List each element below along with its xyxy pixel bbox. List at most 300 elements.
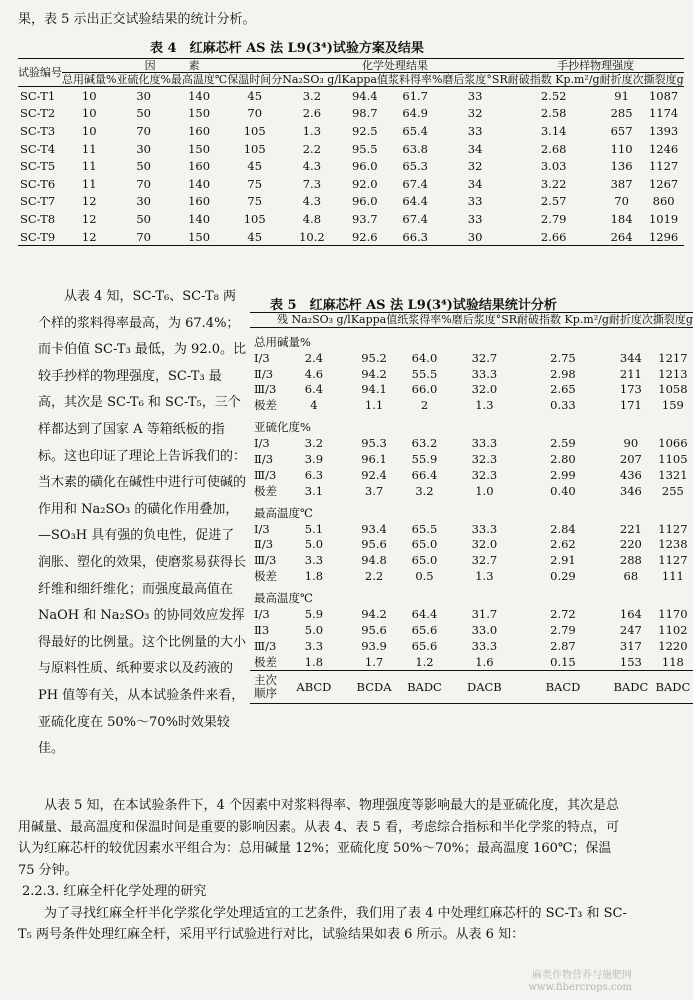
paragraph-3: 为了寻找红麻全杆半化学浆化学处理适宜的工艺条件，我们用了表 4 中处理红麻芯杆的 SC-T₃ 和 SC-T₅ 两号条件处理红麻全杆，采用平行试验进行对比，试验结果如表 6 所示。从表 6 知： <box>18 905 627 942</box>
t5-col-header: 耐破指数 Kp.m²/g <box>517 313 609 326</box>
t5-cell: 2 <box>420 398 429 413</box>
section-heading: 2.2.3. 红麻全杆化学处理的研究 <box>22 884 207 899</box>
top-line: 果，表 5 示出正交试验结果的统计分析。 <box>18 12 256 27</box>
t4-cell: 7.3 <box>302 176 322 191</box>
t4-cell: 2.52 <box>540 88 567 103</box>
t4-cell: 70 <box>136 123 151 138</box>
t4-cell: 1174 <box>648 106 679 121</box>
t5-cell: 1.3 <box>475 569 494 584</box>
t5-cell: 111 <box>661 569 684 584</box>
t4-cell: 160 <box>188 123 211 138</box>
t4-cell: 34 <box>467 176 483 191</box>
t4-cell: 10.2 <box>299 229 325 244</box>
t4-cell: 66.3 <box>402 229 428 244</box>
t4-cell: 92.6 <box>351 229 378 244</box>
t4-cell: 657 <box>610 123 633 138</box>
t5-cell: 255 <box>661 483 684 498</box>
t5-cell: 32.7 <box>471 350 498 365</box>
t4-cell: 1.3 <box>302 123 322 138</box>
t5-cell: 96.1 <box>361 452 387 467</box>
t4-cell: 70 <box>247 106 263 121</box>
t4-row-id: SC-T9 <box>20 229 56 244</box>
t5-cell: 1213 <box>658 366 688 381</box>
t5-level: Ⅲ/3 <box>254 467 277 482</box>
t4-cell: 2.6 <box>302 106 322 121</box>
table4 <box>18 58 684 246</box>
t5-cell: 164 <box>619 607 642 622</box>
t4-cell: 96.0 <box>351 159 378 174</box>
t4-col-header: 保温时间分 <box>227 73 283 86</box>
t4-row-id: SC-T3 <box>20 123 56 138</box>
t4-cell: 75 <box>247 176 263 191</box>
t5-cell: 65.6 <box>411 638 438 653</box>
t5-cell: 436 <box>619 467 642 482</box>
t5-cell: 95.2 <box>361 350 387 365</box>
t4-cell: 150 <box>188 106 211 121</box>
t4-cell: 30 <box>136 194 151 209</box>
t4-cell: 285 <box>610 106 633 121</box>
t4-cell: 30 <box>136 88 151 103</box>
t5-cell: 32.0 <box>471 537 498 552</box>
t5-cell: 2.98 <box>550 366 576 381</box>
t5-cell: 66.4 <box>411 467 438 482</box>
t4-cell: 150 <box>188 141 211 156</box>
t5-cell: 6.3 <box>304 467 324 482</box>
t5-cell: 5.0 <box>304 622 324 637</box>
t5-cell: 1127 <box>658 553 688 568</box>
t5-cell: 93.4 <box>361 521 387 536</box>
t4-cell: 95.5 <box>351 141 378 156</box>
t4-cell: 4.8 <box>302 211 322 226</box>
t5-cell: 90 <box>623 436 639 451</box>
t5-cell: 118 <box>661 654 684 669</box>
t4-cell: 1246 <box>648 141 679 156</box>
t4-cell: 65.3 <box>402 159 428 174</box>
t4-cell: 2.79 <box>540 211 567 226</box>
t5-cell: 2.87 <box>550 638 576 653</box>
t4-row-id: SC-T7 <box>20 194 56 209</box>
t5-level: Ⅱ3 <box>254 622 270 637</box>
t4-cell: 1087 <box>648 88 679 103</box>
t4-cell: 2.57 <box>540 194 567 209</box>
t5-cell: 173 <box>619 382 642 397</box>
t5-cell: 55.9 <box>411 452 438 467</box>
t5-cell: 0.5 <box>415 569 434 584</box>
t5-cell: 32.7 <box>471 553 498 568</box>
t5-cell: 5.0 <box>304 537 324 552</box>
t4-cell: 92.5 <box>351 123 378 138</box>
t5-level: Ⅲ/3 <box>254 382 277 397</box>
t5-cell: 3.2 <box>304 436 324 451</box>
t5-cell: 2.80 <box>550 452 576 467</box>
t5-order-cell: BADC <box>397 670 451 703</box>
t5-cell: 95.6 <box>361 622 387 637</box>
t5-cell: 211 <box>619 366 642 381</box>
t4-cell: 63.8 <box>402 141 428 156</box>
t4-row <box>18 140 684 158</box>
t5-cell: 1.2 <box>415 654 434 669</box>
t5-section-header <box>250 328 693 351</box>
t5-cell: 63.2 <box>411 436 438 451</box>
t5-cell: 346 <box>619 483 642 498</box>
left-paragraph-text: 从表 4 知，SC-T₆、SC-T₈ 两个样的浆料得率最高，为 67.4%；而卡伯值 SC-T₃ 最低，为 92.0。比较手抄样的物理强度，SC-T₃ 最高，其次是 SC-T₆ 和 SC-T₅，三个样都达到了国家 A 等箱纸板的指标。这也印证了理论上告诉我们的：当木素的磺化在碱性中进行可使碱的作用和 Na₂SO₃ 的磺化作用叠加，—SO₃H 具有强的负电性，促进了润胀、塑化的效果，使磨浆易获得长纤维和细纤维化；而强度最高值在 NaOH 和 Na₂SO₃ 的协同效应发挥得最好的比例量。这个比例量的大小与原料性质、纸种要求以及药液的 PH 值等有关，从本试验条件来看，亚硫化度在 50%～70%时效果较佳。 <box>38 289 247 757</box>
t5-cell: 1.7 <box>364 654 384 669</box>
t4-cell: 70 <box>136 176 151 191</box>
body-text <box>18 795 628 946</box>
t4-cell: 70 <box>136 229 151 244</box>
t4-cell: 33 <box>467 211 483 226</box>
t5-col-header: 残 Na₂SO₃ g/l <box>277 313 351 326</box>
t4-cell: 1019 <box>648 211 679 226</box>
t5-cell: 32.0 <box>471 382 498 397</box>
t4-row <box>18 175 684 193</box>
t5-level: 极差 <box>254 569 277 584</box>
t5-cell: 5.9 <box>304 607 324 622</box>
t4-cell: 34 <box>467 141 483 156</box>
t4-cell: 96.0 <box>351 194 378 209</box>
t4-group-factors: 因 素 <box>62 59 282 73</box>
t5-cell: 33.3 <box>471 521 498 536</box>
t5-row <box>250 638 693 654</box>
t5-cell: 1.1 <box>364 398 384 413</box>
t5-row <box>250 382 693 398</box>
t4-cell: 50 <box>136 106 151 121</box>
t4-cell: 67.4 <box>402 211 428 226</box>
t5-cell: 317 <box>619 638 642 653</box>
t5-corner <box>250 313 277 328</box>
t4-cell: 12 <box>81 229 97 244</box>
t4-cell: 140 <box>188 176 211 191</box>
t5-cell: 2.4 <box>304 350 324 365</box>
t5-cell: 2.75 <box>550 350 576 365</box>
t5-order-cell: ABCD <box>277 670 351 703</box>
t4-cell: 136 <box>610 159 633 174</box>
t4-cell: 65.4 <box>402 123 428 138</box>
t5-cell: 221 <box>619 521 642 536</box>
t5-cell: 95.6 <box>361 537 387 552</box>
watermark-line-1: 麻类作物营养与施肥网 <box>532 970 632 981</box>
t4-cell: 32 <box>467 159 483 174</box>
t4-cell: 2.2 <box>302 141 322 156</box>
t5-cell: 1321 <box>658 467 688 482</box>
t5-row <box>250 537 693 553</box>
t5-cell: 3.2 <box>415 483 434 498</box>
t4-cell: 387 <box>610 176 633 191</box>
t5-cell: 5.1 <box>304 521 324 536</box>
t5-cell: 65.0 <box>411 537 438 552</box>
paragraph-2: 从表 5 知，在本试验条件下，4 个因素中对浆料得率、物理强度等影响最大的是亚硫化度，其次是总用碱量、最高温度和保温时间是重要的影响因素。从表 4、表 5 看，考虑综合指标和半化学浆的特点，可认为红麻芯杆的较优因素水平组合为：总用碱量 12%；亚硫化度 50%～70%；最高温度 160℃；保温 75 分钟。 <box>18 798 619 878</box>
t4-row <box>18 105 684 123</box>
t4-cell: 3.14 <box>540 123 567 138</box>
t5-cell: 0.33 <box>550 398 576 413</box>
t4-cell: 11 <box>81 141 97 156</box>
t4-col-header: 最高温度℃ <box>170 73 228 86</box>
t5-level: Ⅲ/3 <box>254 553 277 568</box>
t4-cell: 11 <box>81 159 97 174</box>
t4-cell: 1267 <box>648 176 679 191</box>
t5-cell: 159 <box>661 398 684 413</box>
t4-cell: 184 <box>610 211 633 226</box>
watermark-line-2: www.fibercrops.com <box>528 982 632 993</box>
t5-level: Ⅱ/3 <box>254 366 274 381</box>
t5-cell: 3.1 <box>304 483 324 498</box>
t5-row <box>250 606 693 622</box>
t4-cell: 1393 <box>648 123 679 138</box>
t5-level: Ⅰ/3 <box>254 521 270 536</box>
table5 <box>250 312 693 704</box>
t4-cell: 45 <box>247 88 263 103</box>
t5-section-label: 总用碱量% <box>254 335 311 349</box>
t4-col-header: Na₂SO₃ g/l <box>282 73 342 86</box>
t5-cell: 32.3 <box>471 467 498 482</box>
t4-cell: 10 <box>81 88 97 103</box>
left-paragraph <box>38 284 246 763</box>
t4-cell: 1296 <box>648 229 679 244</box>
t5-cell: 65.6 <box>411 622 438 637</box>
t5-cell: 33.3 <box>471 638 498 653</box>
t5-cell: 64.0 <box>411 350 438 365</box>
t5-row <box>250 654 693 671</box>
t4-row <box>18 228 684 246</box>
t4-cell: 93.7 <box>351 211 378 226</box>
t5-cell: 247 <box>619 622 642 637</box>
t5-cell: 207 <box>619 452 642 467</box>
t4-cell: 92.0 <box>351 176 378 191</box>
t4-row-id: SC-T5 <box>20 159 56 174</box>
t5-cell: 344 <box>619 350 642 365</box>
t4-id-header: 试验编号 <box>18 59 62 87</box>
t5-cell: 3.9 <box>304 452 324 467</box>
t4-cell: 160 <box>188 194 211 209</box>
t4-cell: 1127 <box>648 159 679 174</box>
t5-cell: 92.4 <box>361 467 387 482</box>
t5-row <box>250 483 693 499</box>
t4-cell: 50 <box>136 159 151 174</box>
t5-cell: 2.65 <box>550 382 576 397</box>
t5-cell: 1058 <box>658 382 688 397</box>
t5-level: 极差 <box>254 654 277 669</box>
t4-cell: 70 <box>614 194 629 209</box>
t4-cell: 3.03 <box>540 159 567 174</box>
t4-cell: 2.66 <box>540 229 567 244</box>
t5-cell: 66.0 <box>411 382 438 397</box>
t4-row <box>18 157 684 175</box>
t4-cell: 61.7 <box>402 88 428 103</box>
t5-level: Ⅲ/3 <box>254 638 277 653</box>
t5-level: 极差 <box>254 483 277 498</box>
t5-section-header <box>250 413 693 435</box>
t4-col-header: 总用碱量% <box>62 73 117 86</box>
t5-cell: 1102 <box>658 622 688 637</box>
t5-row <box>250 435 693 451</box>
t4-row <box>18 210 684 228</box>
t5-cell: 2.79 <box>550 622 576 637</box>
t4-cell: 75 <box>247 194 263 209</box>
t5-cell: 4.6 <box>304 366 324 381</box>
t4-cell: 45 <box>247 159 263 174</box>
t5-cell: 2.62 <box>550 537 576 552</box>
t5-cell: 94.2 <box>361 366 387 381</box>
t4-cell: 30 <box>136 141 151 156</box>
t5-level: Ⅰ/3 <box>254 350 270 365</box>
t5-order-row <box>250 670 693 703</box>
t4-cell: 64.9 <box>402 106 428 121</box>
t5-cell: 93.9 <box>361 638 387 653</box>
t5-col-header: Kappa值 <box>350 313 398 326</box>
t5-section-label: 亚硫化度% <box>254 420 311 435</box>
t5-cell: 1.8 <box>304 654 324 669</box>
t5-section-label: 最高温度℃ <box>254 505 313 520</box>
t5-cell: 3.3 <box>304 638 324 653</box>
t5-cell: 1127 <box>658 521 688 536</box>
t4-cell: 140 <box>188 88 211 103</box>
t4-cell: 67.4 <box>402 176 428 191</box>
t5-cell: 95.3 <box>361 436 387 451</box>
t5-cell: 1217 <box>658 350 688 365</box>
t5-cell: 68 <box>623 569 639 584</box>
t5-level: Ⅱ/3 <box>254 452 274 467</box>
t5-cell: 220 <box>619 537 642 552</box>
t5-cell: 31.7 <box>471 607 498 622</box>
t4-cell: 160 <box>188 159 211 174</box>
t4-row-id: SC-T6 <box>20 176 56 191</box>
t4-cell: 33 <box>467 123 483 138</box>
t4-row <box>18 122 684 140</box>
watermark <box>528 970 632 994</box>
t5-cell: 33.3 <box>471 436 498 451</box>
t5-order-cell: BCDA <box>351 670 397 703</box>
t4-cell: 860 <box>652 194 675 209</box>
t4-cell: 12 <box>81 211 97 226</box>
t5-cell: 94.1 <box>361 382 387 397</box>
t5-col-header: 纸浆得率% <box>397 313 452 326</box>
t5-section-header <box>250 584 693 606</box>
t5-cell: 1170 <box>658 607 688 622</box>
t5-row <box>250 521 693 537</box>
t4-cell: 110 <box>610 141 633 156</box>
t4-cell: 2.58 <box>540 106 567 121</box>
t5-row <box>250 622 693 638</box>
t5-cell: 64.4 <box>411 607 438 622</box>
t5-col-header: 撕裂度g <box>652 313 693 326</box>
t5-cell: 94.8 <box>361 553 387 568</box>
t5-cell: 33.0 <box>471 622 498 637</box>
t4-row-id: SC-T2 <box>20 106 56 121</box>
t5-level: Ⅱ/3 <box>254 537 274 552</box>
t4-cell: 105 <box>243 211 266 226</box>
t5-cell: 2.2 <box>364 569 384 584</box>
t4-cell: 3.2 <box>302 88 322 103</box>
t5-cell: 2.59 <box>550 436 576 451</box>
t4-group-paper: 手抄样物理强度 <box>508 59 684 73</box>
t5-order-cell: BADC <box>609 670 653 703</box>
t5-row <box>250 467 693 483</box>
table4-title: 表 4 红麻芯杆 AS 法 L9(3⁴)试验方案及结果 <box>150 41 424 56</box>
t5-cell: 2.99 <box>550 467 576 482</box>
t4-cell: 33 <box>467 88 483 103</box>
t4-cell: 10 <box>81 123 97 138</box>
t5-row <box>250 568 693 584</box>
t4-col-header: 耐破指数 Kp.m²/g <box>507 73 600 86</box>
t5-cell: 171 <box>619 398 642 413</box>
t5-cell: 153 <box>619 654 642 669</box>
t5-section-header <box>250 499 693 521</box>
t4-cell: 4.3 <box>302 159 322 174</box>
t5-cell: 65.5 <box>411 521 438 536</box>
t5-row <box>250 397 693 413</box>
t4-col-header: Kappa值 <box>341 73 388 86</box>
t4-col-header: 亚硫化度% <box>116 73 171 86</box>
t5-col-header: 耐折度次 <box>608 313 653 326</box>
t5-order-cell: BADC <box>653 670 693 703</box>
t4-cell: 2.68 <box>540 141 567 156</box>
t5-cell: 0.15 <box>550 654 576 669</box>
t4-col-header: 浆料得率% <box>387 73 443 86</box>
t4-cell: 33 <box>467 194 483 209</box>
t4-cell: 105 <box>243 141 266 156</box>
t5-order-label: 主次顺序 <box>250 670 277 703</box>
t5-cell: 1.6 <box>475 654 494 669</box>
t4-row <box>18 193 684 211</box>
t4-cell: 50 <box>136 211 151 226</box>
t4-row-id: SC-T1 <box>20 88 56 103</box>
t5-cell: 1.8 <box>304 569 324 584</box>
t5-row <box>250 451 693 467</box>
t5-level: Ⅰ/3 <box>254 436 270 451</box>
t5-cell: 65.0 <box>411 553 438 568</box>
t4-cell: 10 <box>81 106 97 121</box>
t5-cell: 1220 <box>658 638 688 653</box>
t5-cell: 32.3 <box>471 452 498 467</box>
t4-group-chem: 化学处理结果 <box>282 59 508 73</box>
t4-cell: 12 <box>81 194 97 209</box>
t5-level: 极差 <box>254 398 277 413</box>
t4-row-id: SC-T4 <box>20 141 56 156</box>
t5-cell: 3.3 <box>304 553 324 568</box>
t4-col-header: 磨后浆度°SR <box>442 73 508 86</box>
t4-cell: 30 <box>467 229 483 244</box>
t4-row-id: SC-T8 <box>20 211 56 226</box>
t5-cell: 33.3 <box>471 366 498 381</box>
t5-cell: 3.7 <box>364 483 384 498</box>
t4-cell: 4.3 <box>302 194 322 209</box>
t5-cell: 1105 <box>658 452 688 467</box>
t5-section-label: 最高温度℃ <box>254 591 313 606</box>
t4-cell: 32 <box>467 106 483 121</box>
t4-cell: 11 <box>81 176 97 191</box>
t5-cell: 0.29 <box>550 569 576 584</box>
t4-col-header: 撕裂度g <box>643 73 684 86</box>
t5-level: Ⅰ/3 <box>254 607 270 622</box>
t4-col-header: 耐折度次 <box>599 73 644 86</box>
t5-cell: 2.84 <box>550 521 576 536</box>
t4-cell: 98.7 <box>351 106 378 121</box>
t5-cell: 2.91 <box>550 553 576 568</box>
t4-cell: 64.4 <box>402 194 428 209</box>
t5-order-cell: BACD <box>517 670 609 703</box>
t5-cell: 1.0 <box>475 483 494 498</box>
t4-cell: 140 <box>188 211 211 226</box>
t5-cell: 1.3 <box>475 398 494 413</box>
t5-order-cell: DACB <box>452 670 517 703</box>
t4-cell: 150 <box>188 229 211 244</box>
t4-cell: 105 <box>243 123 266 138</box>
t5-row <box>250 350 693 366</box>
t5-row <box>250 552 693 568</box>
t5-row <box>250 366 693 382</box>
t5-col-header: 磨后浆度°SR <box>451 313 518 326</box>
t5-cell: 6.4 <box>304 382 324 397</box>
